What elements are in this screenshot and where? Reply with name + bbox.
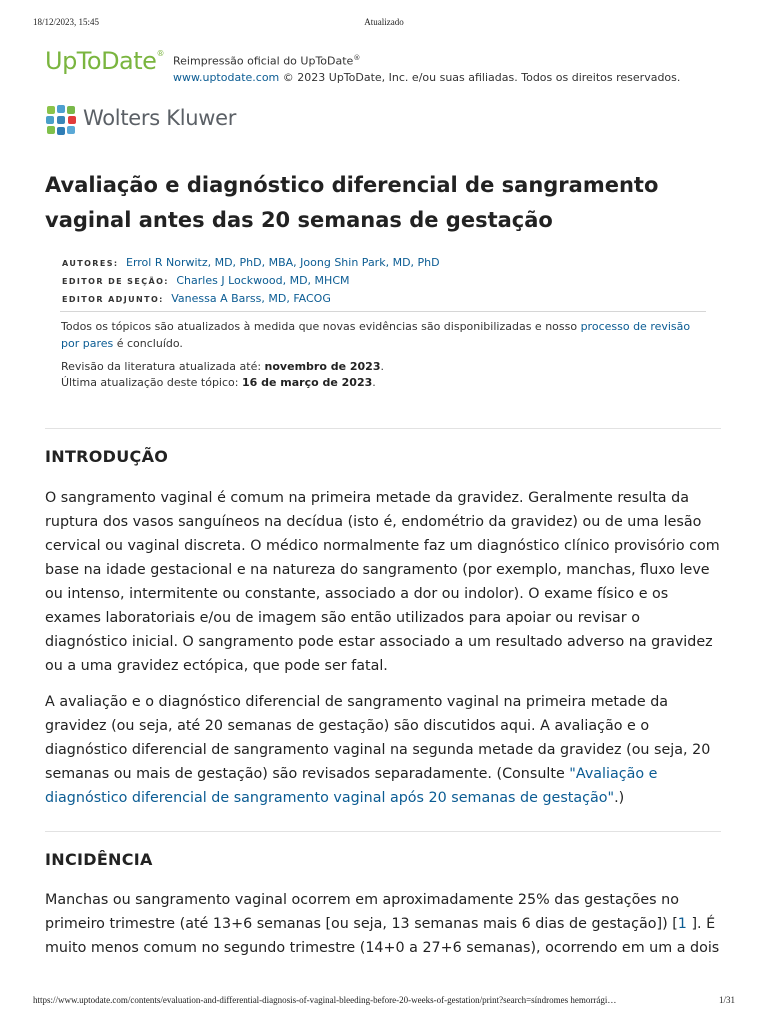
intro-paragraph-2: A avaliação e o diagnóstico diferencial de sangramento vaginal na primeira metade da gravidez (ou seja, até 20 semanas de gestação) são discutidos aqui. A avaliação e o diagnóstico diferencial de sangramento vaginal na segunda metade da gravidez (ou seja, 20 semanas ou mais de gestação) são revisados separadamente. (Consulte "Avaliação e diagnóstico diferencial de sangramento vaginal após 20 semanas de gestação".) [45, 694, 711, 806]
divider [45, 831, 721, 832]
update-note: Todos os tópicos são atualizados à medida que novas evidências são disponibilizadas e nosso processo de revisão por pares é concluído. [61, 320, 691, 350]
brand-header [45, 47, 725, 87]
print-footer [0, 995, 768, 1007]
last-update-date: 16 de março de 2023 [241, 376, 373, 389]
authors-link[interactable]: Errol R Norwitz, MD, PhD, MBA, Joong Shin Park, MD, PhD [126, 256, 440, 269]
literature-review-date: novembro de 2023 [264, 360, 381, 373]
incidence-paragraph-1: Manchas ou sangramento vaginal ocorrem em aproximadamente 25% das gestações no primeiro trimestre (até 13+6 semanas [ou seja, 13 semanas mais 6 dias de gestação]) [1 ]. É muito menos comum no segundo trimestre (14+0 a 27+6 semanas), ocorrendo em um a dois [45, 892, 720, 956]
credit-authors: AUTORES: Errol R Norwitz, MD, PhD, MBA, Joong Shin Park, MD, PhD [62, 256, 440, 269]
copyright-text: © 2023 UpToDate, Inc. e/ou suas afiliadas. Todos os direitos reservados. [279, 70, 681, 84]
uptodate-url-link[interactable]: www.uptodate.com [173, 70, 280, 84]
intro-paragraph-1: O sangramento vaginal é comum na primeira metade da gravidez. Geralmente resulta da ruptura dos vasos sanguíneos na decídua (isto é, endométrio da gravidez) ou de uma lesão cervical ou vaginal discreta. O médico normalmente faz um diagnóstico clínico provisório com base na idade gestacional e na natureza do sangramento (por exemplo, manchas, fluxo leve ou intenso, intermitente ou constante, associado a dor ou indolor). O exame físico e os exames laboratoriais e/ou de imagem são então utilizados para apoiar ou revisar o diagnóstico inicial. O sangramento pode estar associado a um resultado adverso na gravidez ou a uma gravidez ectópica, que pode ser fatal. [45, 490, 720, 674]
wolters-kluwer-wordmark: Wolters Kluwer [83, 106, 237, 130]
print-url: https://www.uptodate.com/contents/evaluation-and-differential-diagnosis-of-vaginal-bleeding-before-20-weeks-of-gestation/print?search=síndromes hemorrági… [33, 995, 617, 1005]
reference-link-1[interactable]: 1 [677, 916, 687, 932]
peer-review-link[interactable]: processo de revisão por pares [61, 320, 691, 350]
deputy-editor-link[interactable]: Vanessa A Barss, MD, FACOG [171, 292, 331, 305]
article-title: Avaliação e diagnóstico diferencial de sangramento vaginal antes das 20 semanas de gestação [45, 173, 659, 232]
print-date: 18/12/2023, 15:45 [33, 17, 100, 27]
section-heading-incidence: INCIDÊNCIA [45, 850, 153, 869]
section-heading-introduction: INTRODUÇÃO [45, 447, 169, 466]
credit-deputy-editor: EDITOR ADJUNTO: Vanessa A Barss, MD, FACOG [62, 292, 331, 305]
page-number: 1/31 [718, 995, 735, 1005]
credit-section-editor: EDITOR DE SEÇÃO: Charles J Lockwood, MD, MHCM [62, 274, 350, 287]
review-dates: Revisão da literatura atualizada até: novembro de 2023. Última atualização deste tópico: 16 de março de 2023. [61, 360, 384, 389]
uptodate-logo[interactable]: UpToDate® [45, 47, 164, 75]
print-title: Atualizado [364, 17, 404, 27]
divider [60, 311, 706, 312]
reprint-notice: Reimpressão oficial do UpToDate® www.uptodate.com © 2023 UpToDate, Inc. e/ou suas afiliadas. Todos os direitos reservados. [173, 54, 681, 84]
print-header [0, 17, 768, 29]
topic-link-after-20-weeks[interactable]: "Avaliação e diagnóstico diferencial de sangramento vaginal após 20 semanas de gestação" [45, 766, 658, 806]
article-credits [62, 254, 440, 308]
section-editor-link[interactable]: Charles J Lockwood, MD, MHCM [176, 274, 350, 287]
globe-logo-icon [45, 104, 77, 136]
divider [45, 428, 721, 429]
wolters-kluwer-logo [45, 103, 345, 135]
